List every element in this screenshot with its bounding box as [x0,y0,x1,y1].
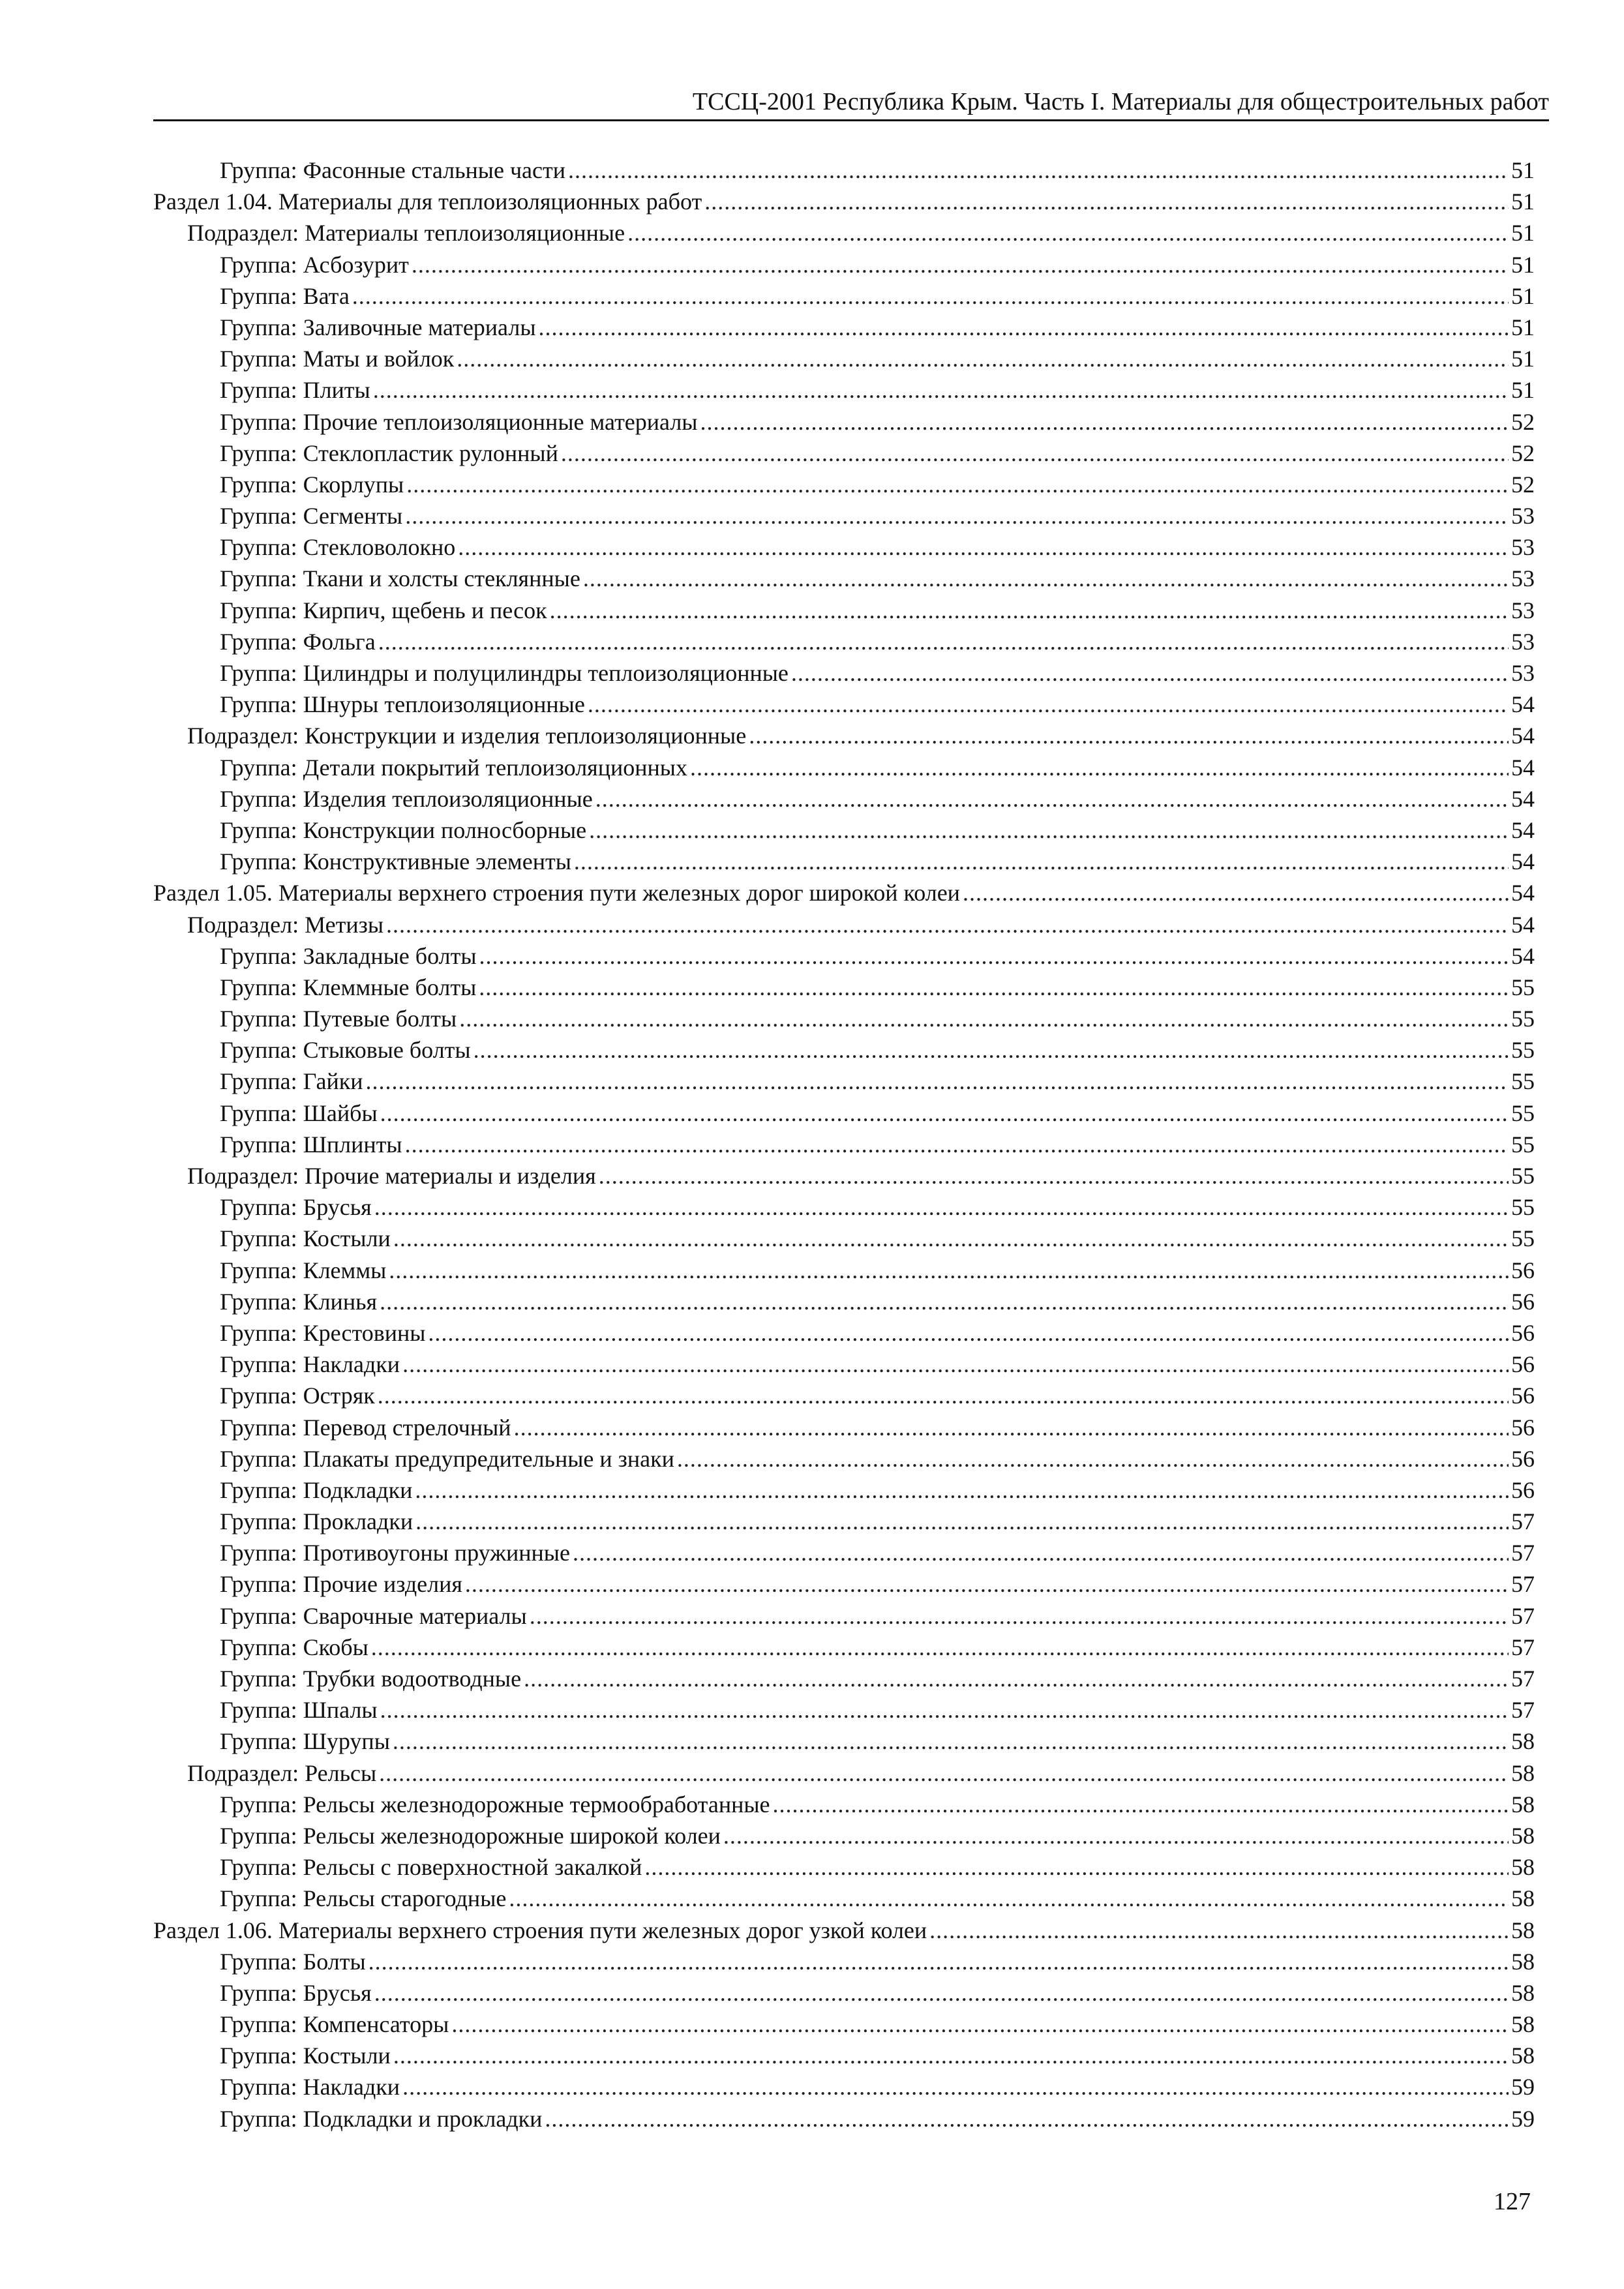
toc-entry-label: Группа: Рельсы с поверхностной закалкой [220,1854,642,1881]
toc-entry-label: Раздел 1.06. Материалы верхнего строения пути железных дорог узкой колеи [153,1917,927,1943]
dot-leader [583,563,1509,594]
toc-entry-page: 56 [1511,1414,1535,1441]
dot-leader [509,1883,1509,1914]
table-of-contents [153,155,1535,2134]
toc-entry-label: Группа: Сегменты [220,503,403,530]
dot-leader [465,1568,1509,1600]
toc-entry[interactable] [153,2040,1535,2071]
toc-entry[interactable] [153,972,1535,1003]
toc-entry-label: Группа: Накладки [220,1351,400,1378]
toc-entry-label: Группа: Компенсаторы [220,2011,449,2038]
toc-entry-label: Группа: Маты и войлок [220,346,455,372]
dot-leader [378,1380,1509,1411]
toc-entry-page: 54 [1511,942,1535,969]
toc-entry-label: Группа: Шпалы [220,1697,378,1724]
dot-leader [561,438,1509,469]
toc-entry-label: Группа: Изделия теплоизоляционные [220,785,593,812]
toc-entry-label: Группа: Рельсы железнодорожные широкой колеи [220,1822,721,1849]
toc-entry-label: Группа: Гайки [220,1068,363,1095]
toc-entry-page: 58 [1511,1728,1535,1755]
toc-entry-label: Группа: Трубки водоотводные [220,1666,522,1692]
dot-leader [402,1349,1509,1380]
toc-entry[interactable] [153,155,1535,186]
toc-entry[interactable] [153,1789,1535,1820]
toc-entry[interactable] [153,1223,1535,1254]
dot-leader [704,186,1509,217]
toc-entry-page: 56 [1511,1445,1535,1472]
toc-entry[interactable] [153,1286,1535,1317]
dot-leader [474,1034,1509,1066]
dot-leader [749,720,1509,751]
toc-entry[interactable] [153,249,1535,280]
toc-entry[interactable] [153,940,1535,972]
toc-entry-page: 56 [1511,1319,1535,1346]
dot-leader [545,2103,1509,2134]
toc-entry[interactable] [153,846,1535,877]
dot-leader [514,1412,1509,1443]
toc-entry-label: Группа: Рельсы железнодорожные термообработанные [220,1791,770,1818]
toc-entry[interactable] [153,1412,1535,1443]
dot-leader [412,249,1509,280]
toc-entry-label: Группа: Закладные болты [220,942,477,969]
toc-entry-label: Группа: Стекловолокно [220,534,456,561]
toc-entry-label: Группа: Клеммные болты [220,974,477,1000]
dot-leader [366,1066,1509,1097]
toc-entry-label: Группа: Болты [220,1948,366,1975]
toc-entry-page: 55 [1511,1068,1535,1095]
dot-leader [380,1694,1509,1726]
toc-entry-page: 51 [1511,314,1535,340]
toc-entry-page: 58 [1511,1759,1535,1786]
toc-entry[interactable] [153,1946,1535,1977]
toc-entry-page: 53 [1511,660,1535,686]
toc-entry-page: 54 [1511,754,1535,781]
toc-entry-label: Группа: Брусья [220,1194,372,1221]
toc-entry[interactable] [153,1066,1535,1097]
dot-leader [374,1191,1509,1223]
toc-entry-page: 58 [1511,1917,1535,1943]
toc-entry[interactable] [153,186,1535,217]
toc-entry-label: Группа: Плиты [220,377,370,404]
toc-entry[interactable] [153,877,1535,908]
toc-entry-page: 58 [1511,2011,1535,2038]
toc-entry-label: Группа: Детали покрытий теплоизоляционных [220,754,687,781]
dot-leader [393,2040,1509,2071]
dot-leader [929,1915,1509,1946]
toc-entry[interactable] [153,374,1535,406]
toc-entry[interactable] [153,1726,1535,1757]
dot-leader [588,689,1509,720]
toc-entry[interactable] [153,1600,1535,1632]
toc-entry[interactable] [153,2009,1535,2040]
toc-entry-label: Раздел 1.04. Материалы для теплоизоляционных работ [153,188,702,215]
toc-entry-page: 57 [1511,1697,1535,1724]
dot-leader [963,877,1509,908]
dot-leader [415,1506,1509,1537]
toc-entry-page: 54 [1511,816,1535,843]
toc-entry-page: 55 [1511,1225,1535,1252]
toc-entry-page: 51 [1511,282,1535,309]
toc-entry-page: 51 [1511,188,1535,215]
toc-entry-page: 55 [1511,1006,1535,1032]
dot-leader [677,1443,1509,1474]
dot-leader [389,1255,1509,1286]
toc-entry-label: Группа: Стеклопластик рулонный [220,440,558,466]
dot-leader [352,280,1509,312]
toc-entry-page: 51 [1511,220,1535,247]
toc-entry[interactable] [153,1506,1535,1537]
toc-entry-page: 57 [1511,1540,1535,1566]
toc-entry-label: Группа: Остряк [220,1383,375,1409]
toc-entry-page: 53 [1511,565,1535,592]
toc-entry[interactable] [153,689,1535,720]
toc-entry-page: 51 [1511,251,1535,278]
toc-entry-page: 54 [1511,880,1535,906]
page-number: 127 [1494,2188,1531,2215]
toc-entry[interactable] [153,312,1535,343]
dot-leader [589,815,1509,846]
toc-entry-label: Группа: Прочие теплоизоляционные материалы [220,408,698,435]
toc-entry-page: 51 [1511,157,1535,183]
toc-entry-page: 55 [1511,974,1535,1000]
toc-entry-label: Группа: Фольга [220,628,376,655]
dot-leader [573,1537,1509,1568]
toc-entry[interactable] [153,280,1535,312]
toc-entry-label: Группа: Клинья [220,1288,378,1315]
toc-entry-label: Подраздел: Метизы [187,911,384,938]
dot-leader [700,406,1509,438]
dot-leader [415,1474,1509,1506]
toc-entry-page: 58 [1511,1822,1535,1849]
toc-entry-label: Группа: Шплинты [220,1131,402,1158]
toc-entry-page: 58 [1511,1948,1535,1975]
toc-entry-page: 53 [1511,503,1535,530]
toc-entry[interactable] [153,815,1535,846]
dot-leader [379,1758,1509,1789]
toc-entry[interactable] [153,1537,1535,1568]
toc-entry-page: 56 [1511,1288,1535,1315]
toc-entry-label: Группа: Прочие изделия [220,1571,462,1598]
toc-entry[interactable] [153,657,1535,689]
toc-entry-page: 55 [1511,1037,1535,1064]
toc-entry-label: Подраздел: Прочие материалы и изделия [187,1163,596,1189]
toc-entry-page: 57 [1511,1634,1535,1660]
dot-leader [457,343,1509,374]
toc-entry-label: Группа: Плакаты предупредительные и знаки [220,1445,674,1472]
toc-entry-page: 54 [1511,785,1535,812]
dot-leader [627,217,1509,248]
toc-entry[interactable] [153,626,1535,657]
toc-entry[interactable] [153,406,1535,438]
dot-leader [539,312,1509,343]
dot-leader [378,626,1509,657]
dot-leader [595,783,1509,815]
toc-entry-page: 59 [1511,2105,1535,2132]
dot-leader [574,846,1509,877]
toc-entry-page: 55 [1511,1163,1535,1189]
toc-entry-label: Группа: Путевые болты [220,1006,457,1032]
dot-leader [428,1317,1509,1349]
toc-entry[interactable] [153,1758,1535,1789]
toc-entry[interactable] [153,1160,1535,1191]
toc-entry-page: 58 [1511,2042,1535,2069]
toc-entry-page: 52 [1511,471,1535,498]
toc-entry-label: Группа: Подкладки [220,1476,413,1503]
toc-entry[interactable] [153,783,1535,815]
toc-entry-label: Группа: Конструкции полносборные [220,816,587,843]
dot-leader [773,1789,1509,1820]
toc-entry[interactable] [153,1632,1535,1663]
dot-leader [393,1726,1509,1757]
dot-leader [451,2009,1509,2040]
dot-leader [568,155,1509,186]
toc-entry[interactable] [153,2103,1535,2134]
toc-entry[interactable] [153,1098,1535,1129]
dot-leader [550,595,1509,626]
toc-entry[interactable] [153,1977,1535,2009]
toc-entry[interactable] [153,1851,1535,1883]
toc-entry-label: Группа: Заливочные материалы [220,314,536,340]
toc-entry-page: 54 [1511,848,1535,875]
toc-entry-page: 56 [1511,1383,1535,1409]
toc-entry-label: Группа: Противоугоны пружинные [220,1540,570,1566]
toc-entry[interactable] [153,1694,1535,1726]
toc-entry-page: 52 [1511,440,1535,466]
toc-entry-label: Группа: Прокладки [220,1508,414,1535]
toc-entry[interactable] [153,500,1535,531]
toc-entry-label: Группа: Костыли [220,2042,391,2069]
dot-leader [405,1129,1509,1160]
toc-entry-label: Группа: Цилиндры и полуцилиндры теплоизоляционные [220,660,789,686]
toc-entry[interactable] [153,2071,1535,2102]
toc-entry-page: 55 [1511,1131,1535,1158]
dot-leader [368,1946,1509,1977]
toc-entry-label: Группа: Скобы [220,1634,368,1660]
toc-entry[interactable] [153,1129,1535,1160]
running-header: ТССЦ-2001 Республика Крым. Часть I. Материалы для общестроительных работ [692,88,1549,115]
toc-entry-page: 53 [1511,534,1535,561]
toc-entry-page: 51 [1511,346,1535,372]
dot-leader [386,909,1509,940]
toc-entry-label: Подраздел: Конструкции и изделия теплоизоляционные [187,723,747,749]
toc-entry-page: 51 [1511,377,1535,404]
dot-leader [479,972,1509,1003]
toc-entry-label: Подраздел: Материалы теплоизоляционные [187,220,625,247]
toc-entry-page: 54 [1511,911,1535,938]
toc-entry-label: Раздел 1.05. Материалы верхнего строения пути железных дорог широкой колеи [153,880,960,906]
dot-leader [402,2071,1509,2102]
toc-entry[interactable] [153,343,1535,374]
toc-entry[interactable] [153,1380,1535,1411]
toc-entry-label: Подраздел: Рельсы [187,1759,377,1786]
toc-entry-label: Группа: Шурупы [220,1728,390,1755]
toc-entry-page: 58 [1511,1979,1535,2006]
toc-entry[interactable] [153,1883,1535,1914]
toc-entry-page: 54 [1511,723,1535,749]
toc-entry-label: Группа: Костыли [220,1225,391,1252]
toc-entry[interactable] [153,563,1535,594]
toc-entry-label: Группа: Стыковые болты [220,1037,471,1064]
toc-entry-label: Группа: Клеммы [220,1257,387,1283]
dot-leader [374,1977,1509,2009]
toc-entry[interactable] [153,1003,1535,1034]
dot-leader [459,1003,1509,1034]
toc-entry-label: Группа: Брусья [220,1979,372,2006]
toc-entry-label: Группа: Кирпич, щебень и песок [220,597,547,623]
toc-entry[interactable] [153,909,1535,940]
dot-leader [479,940,1509,972]
toc-entry[interactable] [153,1349,1535,1380]
toc-entry-label: Группа: Перевод стрелочный [220,1414,511,1441]
toc-entry-page: 57 [1511,1666,1535,1692]
dot-leader [373,374,1509,406]
toc-entry[interactable] [153,1191,1535,1223]
toc-entry-label: Группа: Конструктивные элементы [220,848,571,875]
dot-leader [380,1286,1509,1317]
toc-entry-label: Группа: Шайбы [220,1100,378,1126]
dot-leader [530,1600,1509,1632]
toc-entry[interactable] [153,1820,1535,1851]
toc-entry[interactable] [153,595,1535,626]
toc-entry[interactable] [153,1255,1535,1286]
dot-leader [405,500,1509,531]
toc-entry-label: Группа: Накладки [220,2074,400,2101]
toc-entry-page: 57 [1511,1571,1535,1598]
dot-leader [644,1851,1509,1883]
dot-leader [690,752,1509,783]
toc-entry[interactable] [153,1317,1535,1349]
toc-entry-label: Группа: Крестовины [220,1319,426,1346]
toc-entry[interactable] [153,752,1535,783]
toc-entry-label: Группа: Ткани и холсты стеклянные [220,565,580,592]
toc-entry-label: Группа: Фасонные стальные части [220,157,565,183]
toc-entry[interactable] [153,217,1535,248]
dot-leader [723,1820,1509,1851]
dot-leader [458,531,1509,563]
toc-entry-label: Группа: Подкладки и прокладки [220,2105,543,2132]
dot-leader [371,1632,1509,1663]
toc-entry-label: Группа: Рельсы старогодные [220,1885,507,1912]
toc-entry[interactable] [153,1568,1535,1600]
toc-entry-page: 59 [1511,2074,1535,2101]
toc-entry[interactable] [153,531,1535,563]
toc-entry[interactable] [153,1915,1535,1946]
toc-entry-page: 53 [1511,628,1535,655]
toc-entry-page: 53 [1511,597,1535,623]
toc-entry-label: Группа: Сварочные материалы [220,1602,527,1629]
dot-leader [599,1160,1509,1191]
toc-entry-page: 58 [1511,1791,1535,1818]
toc-entry[interactable] [153,438,1535,469]
dot-leader [393,1223,1509,1254]
toc-entry[interactable] [153,1034,1535,1066]
toc-entry-page: 56 [1511,1476,1535,1503]
header-rule [153,119,1549,121]
toc-entry-label: Группа: Асбозурит [220,251,409,278]
toc-entry[interactable] [153,720,1535,751]
dot-leader [406,469,1509,500]
toc-entry-page: 58 [1511,1885,1535,1912]
toc-entry[interactable] [153,1474,1535,1506]
dot-leader [524,1663,1509,1694]
toc-entry-label: Группа: Шнуры теплоизоляционные [220,691,585,718]
toc-entry-page: 57 [1511,1602,1535,1629]
toc-entry[interactable] [153,469,1535,500]
dot-leader [791,657,1509,689]
toc-entry-label: Группа: Скорлупы [220,471,404,498]
dot-leader [380,1098,1509,1129]
toc-entry-page: 52 [1511,408,1535,435]
toc-entry-page: 56 [1511,1351,1535,1378]
toc-entry-page: 55 [1511,1194,1535,1221]
toc-entry[interactable] [153,1663,1535,1694]
toc-entry-page: 57 [1511,1508,1535,1535]
toc-entry-page: 54 [1511,691,1535,718]
toc-entry-label: Группа: Вата [220,282,350,309]
toc-entry-page: 58 [1511,1854,1535,1881]
toc-entry-page: 55 [1511,1100,1535,1126]
toc-entry-page: 56 [1511,1257,1535,1283]
toc-entry[interactable] [153,1443,1535,1474]
